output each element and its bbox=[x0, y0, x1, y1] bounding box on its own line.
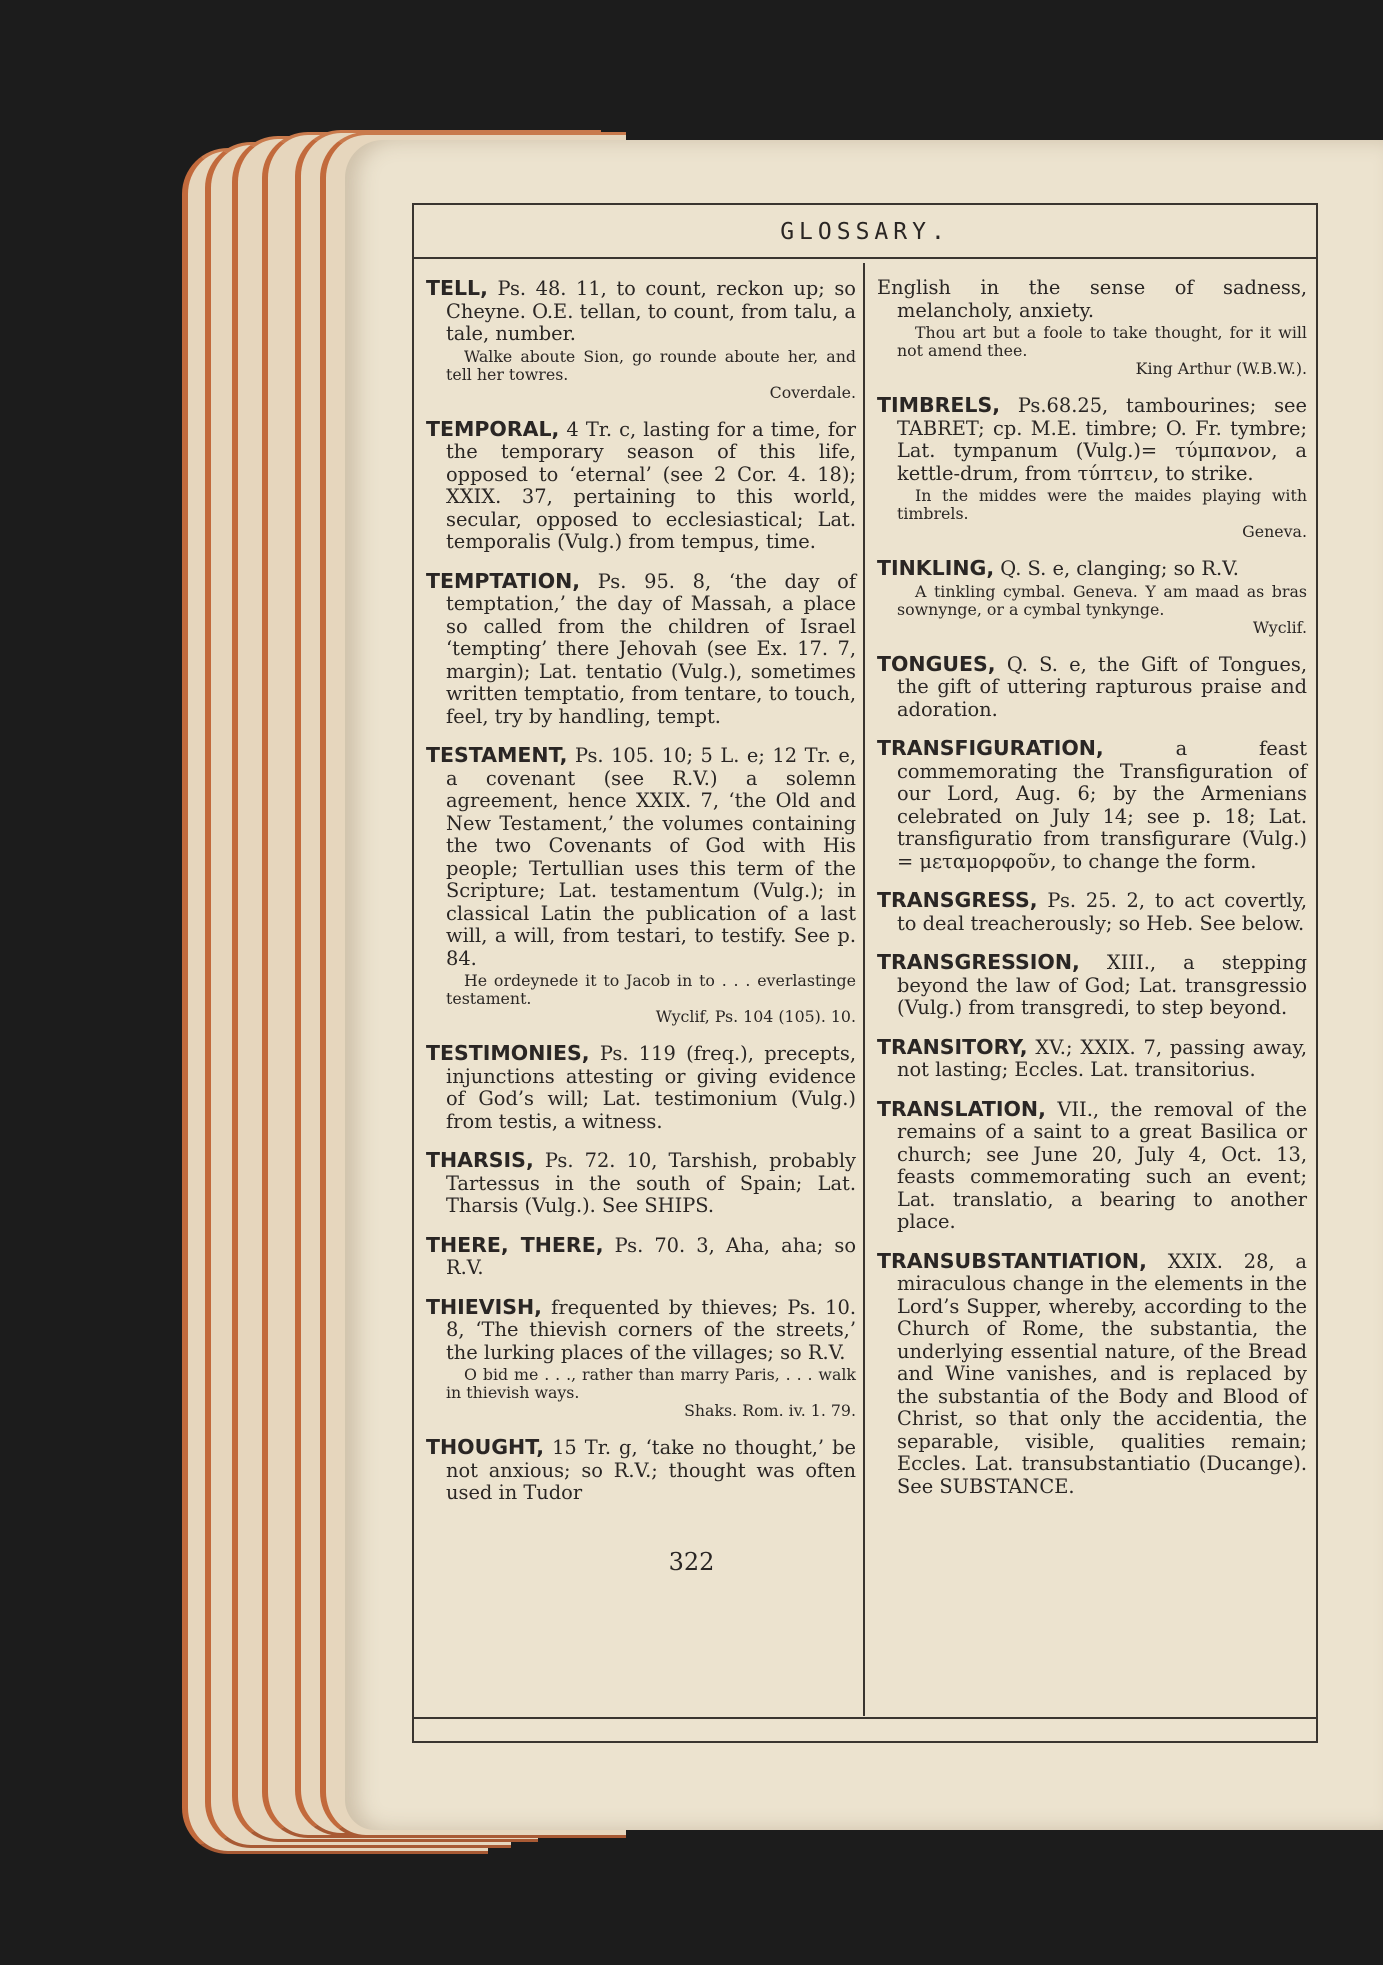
entry-headword: TRANSLATION, bbox=[877, 1096, 1046, 1121]
entry-text: Ps. 70. 3, Aha, aha; so R.V. bbox=[446, 1233, 856, 1279]
entry-text: Ps. 48. 11, to count, reckon up; so Cheyne. O.E. tellan, to count, from talu, a tale, number. bbox=[446, 277, 856, 345]
glossary-entry bbox=[426, 277, 856, 402]
entry-headword: THOUGHT, bbox=[426, 1435, 545, 1459]
quote-source: Wyclif, Ps. 104 (105). 10. bbox=[655, 1007, 856, 1026]
entry-text: Q. S. e, clanging; so R.V. bbox=[1000, 557, 1239, 580]
entry-headword: TRANSGRESSION, bbox=[877, 950, 1080, 974]
entry-text: Ps. 105. 10; 5 L. e; 12 Tr. e, a covenant (see R.V.) a solemn agreement, hence XXIX. 7, ‘the Old and New Testament,’ the volumes containing the two Covenants of God with His people; Tertullian uses this term of the Scripture; Lat. testamentum (Vulg.); in classical Latin the publication of a last will, a will, from testari, to testify. See p. 84. bbox=[446, 744, 856, 970]
entry-text: frequented by thieves; Ps. 10. 8, ‘The thievish corners of the streets,’ the lurking places of the villages; so R.V. bbox=[446, 1295, 856, 1364]
entry-headword: TONGUES, bbox=[877, 651, 996, 676]
entry-headword: TEMPTATION, bbox=[426, 568, 581, 593]
quote-text: O bid me . . ., rather than marry Paris, . . . walk in thievish ways. bbox=[446, 1365, 856, 1402]
glossary-entry bbox=[877, 1036, 1307, 1082]
entry-quote bbox=[446, 348, 856, 402]
entry-quote bbox=[897, 487, 1307, 541]
glossary-entry bbox=[426, 1042, 856, 1133]
entry-headword: TELL, bbox=[426, 276, 488, 300]
entry-quote bbox=[446, 1366, 856, 1420]
glossary-entry bbox=[426, 1296, 856, 1421]
entry-headword: THERE, THERE, bbox=[426, 1232, 604, 1257]
entry-text: XIII., a stepping beyond the law of God; Lat. transgressio (Vulg.) from transgredi, to step beyond. bbox=[897, 951, 1307, 1019]
glossary-entry bbox=[877, 277, 1307, 378]
glossary-entry bbox=[877, 394, 1307, 541]
quote-text: In the middes were the maides playing with timbrels. bbox=[897, 486, 1307, 523]
glossary-entry bbox=[877, 737, 1307, 873]
quote-text: Thou art but a foole to take thought, for it will not amend thee. bbox=[897, 323, 1307, 360]
entry-text: Ps. 95. 8, ‘the day of temptation,’ the day of Massah, a place so called from the children of Israel ‘tempting’ there Jehovah (see Ex. 17. 7, margin); Lat. tentatio (Vulg.), sometimes written temptatio, from tentare, to touch, feel, try by handling, tempt. bbox=[446, 569, 856, 728]
entry-headword: TINKLING, bbox=[877, 556, 995, 580]
entry-text: XXIX. 28, a miraculous change in the elements in the Lord’s Supper, whereby, according to the Church of Rome, the substantia, the underlying essential nature, of the Bread and Wine vanishes, and is replaced by the substantia of the Body and Blood of Christ, so that only the accidentia, the separable, visible, qualities remain; Eccles. Lat. transubstantiatio (Ducange). See SUBSTANCE. bbox=[897, 1249, 1307, 1498]
glossary-entry bbox=[877, 1250, 1307, 1499]
glossary-entry bbox=[877, 557, 1307, 637]
entry-headword: TRANSITORY, bbox=[877, 1034, 1028, 1059]
quote-source: Shaks. Rom. iv. 1. 79. bbox=[684, 1401, 856, 1420]
entry-text: English in the sense of sadness, melancholy, anxiety. bbox=[877, 276, 1307, 322]
entry-headword: THARSIS, bbox=[426, 1148, 534, 1172]
page-number: 322 bbox=[668, 1548, 715, 1576]
entry-headword: THIEVISH, bbox=[426, 1294, 542, 1319]
glossary-entry bbox=[877, 1098, 1307, 1234]
glossary-entry bbox=[877, 951, 1307, 1020]
page-header: GLOSSARY. bbox=[780, 219, 950, 245]
right-column bbox=[877, 277, 1307, 1514]
entry-text: a feast commemorating the Transfiguration of our Lord, Aug. 6; by the Armenians celebrated on July 14; see p. 18; Lat. transfiguratio from transfigurare (Vulg.) = μεταμορφοῦν, to change the form. bbox=[897, 737, 1307, 873]
entry-headword: TRANSGRESS, bbox=[877, 888, 1038, 912]
entry-text: Ps. 25. 2, to act covertly, to deal treacherously; so Heb. See below. bbox=[897, 889, 1308, 935]
quote-source: Geneva. bbox=[1242, 522, 1307, 541]
quote-text: He ordeynede it to Jacob in to . . . everlastinge testament. bbox=[446, 971, 856, 1008]
quote-source: King Arthur (W.B.W.). bbox=[1135, 359, 1307, 378]
quote-source: Coverdale. bbox=[769, 382, 856, 402]
entry-headword: TEMPORAL, bbox=[426, 416, 560, 441]
bottom-rule bbox=[414, 1717, 1316, 1719]
entry-text: VII., the removal of the remains of a saint to a great Basilica or church; see June 20, July 4, Oct. 13, feasts commemorating such an event; Lat. translatio, a bearing to another place. bbox=[897, 1097, 1307, 1233]
glossary-entry bbox=[426, 1436, 856, 1505]
quote-text: A tinkling cymbal. Geneva. Y am maad as bras sownynge, or a cymbal tynkynge. bbox=[897, 581, 1307, 619]
glossary-entry bbox=[426, 1234, 856, 1280]
entry-text: XV.; XXIX. 7, passing away, not lasting; Eccles. Lat. transitorius. bbox=[897, 1035, 1307, 1081]
glossary-entry bbox=[426, 570, 856, 729]
entry-quote bbox=[446, 972, 856, 1026]
entry-headword: TRANSUBSTANTIATION, bbox=[877, 1248, 1147, 1273]
entry-text: Ps. 72. 10, Tarshish, probably Tartessus in the south of Spain; Lat. Tharsis (Vulg.). See SHIPS. bbox=[446, 1149, 856, 1217]
page-frame bbox=[412, 203, 1318, 1743]
entry-text: Ps.68.25, tambourines; see TABRET; cp. M.E. timbre; O. Fr. tymbre; Lat. tympanum (Vulg.)= τύμπανον, a kettle-drum, from τύπτειν, to strike. bbox=[897, 394, 1308, 485]
entry-headword: TESTAMENT, bbox=[426, 743, 568, 767]
entry-text: 4 Tr. c, lasting for a time, for the temporary season of this life, opposed to ‘eternal’ (see 2 Cor. 4. 18); XXIX. 37, pertaining to this world, secular, opposed to ecclesiastical; Lat. temporalis (Vulg.) from tempus, time. bbox=[446, 417, 856, 553]
left-column bbox=[426, 277, 856, 1521]
header-rule bbox=[414, 257, 1316, 259]
quote-text: Walke aboute Sion, go rounde aboute her, and tell her towres. bbox=[446, 346, 856, 384]
quote-source: Wyclif. bbox=[1252, 617, 1307, 637]
column-rule bbox=[863, 263, 865, 1716]
entry-text: Ps. 119 (freq.), precepts, injunctions attesting or giving evidence of God’s will; Lat. testimonium (Vulg.) from testis, a witness. bbox=[446, 1042, 857, 1133]
entry-quote bbox=[897, 324, 1307, 378]
entry-quote bbox=[897, 583, 1307, 637]
entry-headword: TRANSFIGURATION, bbox=[877, 736, 1104, 760]
glossary-entry bbox=[426, 1149, 856, 1218]
glossary-entry bbox=[426, 744, 856, 1026]
entry-text: Q. S. e, the Gift of Tongues, the gift of uttering rapturous praise and adoration. bbox=[897, 652, 1307, 721]
entry-text: 15 Tr. g, ‘take no thought,’ be not anxious; so R.V.; thought was often used in Tudor bbox=[446, 1436, 856, 1504]
glossary-entry bbox=[877, 653, 1307, 722]
glossary-entry bbox=[877, 889, 1307, 935]
entry-headword: TIMBRELS, bbox=[877, 393, 1001, 417]
glossary-entry bbox=[426, 418, 856, 554]
entry-headword: TESTIMONIES, bbox=[426, 1041, 590, 1065]
